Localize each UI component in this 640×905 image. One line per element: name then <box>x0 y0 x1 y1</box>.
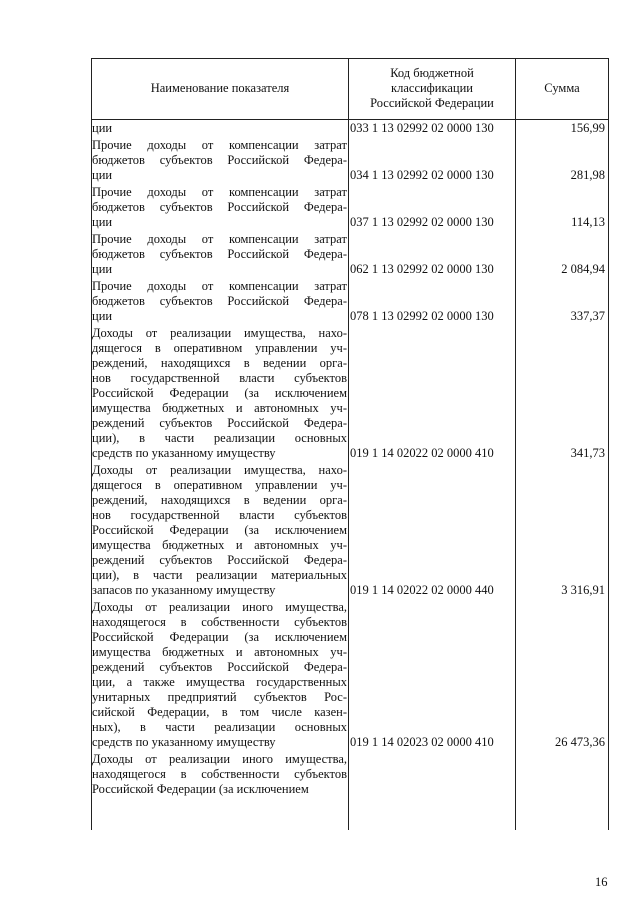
row-code: 078 1 13 02992 02 0000 130 <box>350 309 494 323</box>
row-name <box>92 600 347 750</box>
column-divider-code-sum <box>515 58 516 830</box>
row-name-line: имущества бюджетных и автономных уч- <box>92 538 347 552</box>
row-name <box>92 185 347 230</box>
row-name-line: Российской Федерации (за исключением <box>92 386 347 400</box>
row-name-line: дящегося в оперативном управлении уч- <box>92 478 347 492</box>
row-name-line: бюджетов субъектов Российской Федера- <box>92 200 347 214</box>
row-name-line: Прочие доходы от компенсации затрат <box>92 185 347 199</box>
row-name-line: находящегося в собственности субъектов <box>92 615 347 629</box>
row-name-line: находящегося в собственности субъектов <box>92 767 347 781</box>
row-sum: 3 316,91 <box>561 583 605 597</box>
row-name <box>92 752 347 797</box>
header-sum-text: Сумма <box>544 81 580 95</box>
row-name-line: Российской Федерации (за исключением <box>92 523 347 537</box>
row-sum: 2 084,94 <box>561 262 605 276</box>
row-name-line: ции), в части реализации основных <box>92 431 347 445</box>
row-name-line: бюджетов субъектов Российской Федера- <box>92 247 347 261</box>
row-name-line: запасов по указанному имуществу <box>92 583 276 597</box>
row-code: 019 1 14 02022 02 0000 440 <box>350 583 494 597</box>
row-name-line: реждений, находящихся в ведении орга- <box>92 493 347 507</box>
row-name-line: реждений субъектов Российской Федера- <box>92 416 347 430</box>
row-code: 037 1 13 02992 02 0000 130 <box>350 215 494 229</box>
row-name-line: ции <box>92 309 113 323</box>
row-name-line: ции <box>92 215 113 229</box>
row-sum: 337,37 <box>570 309 605 323</box>
row-name-line: дящегося в оперативном управлении уч- <box>92 341 347 355</box>
row-name-line: Доходы от реализации иного имущества, <box>92 600 347 614</box>
row-name <box>92 232 347 277</box>
row-name-line: средств по указанному имуществу <box>92 446 276 460</box>
row-name-line: нов государственной власти субъектов <box>92 371 347 385</box>
row-name <box>92 121 347 136</box>
row-name-line: Прочие доходы от компенсации затрат <box>92 279 347 293</box>
row-name-line: Российской Федерации (за исключением <box>92 630 347 644</box>
header-bottom-border <box>91 119 609 120</box>
row-name-line: нов государственной власти субъектов <box>92 508 347 522</box>
row-code: 034 1 13 02992 02 0000 130 <box>350 168 494 182</box>
row-name <box>92 138 347 183</box>
page-number: 16 <box>595 875 608 889</box>
header-code-line: Российской Федерации <box>370 96 494 110</box>
row-name-line: Российской Федерации (за исключением <box>92 782 309 796</box>
row-sum: 26 473,36 <box>555 735 605 749</box>
row-name-line: ции), в части реализации материальных <box>92 568 347 582</box>
row-code: 033 1 13 02992 02 0000 130 <box>350 121 494 135</box>
row-name-line: Доходы от реализации имущества, нахо- <box>92 463 347 477</box>
row-name-line: ции <box>92 121 113 135</box>
row-name-line: реждений субъектов Российской Федера- <box>92 660 347 674</box>
header-name <box>92 59 348 118</box>
row-name <box>92 463 347 598</box>
budget-table <box>91 58 609 830</box>
header-code <box>349 59 515 118</box>
row-code: 019 1 14 02023 02 0000 410 <box>350 735 494 749</box>
table-right-border <box>608 58 609 830</box>
row-name <box>92 279 347 324</box>
row-name-line: имущества бюджетных и автономных уч- <box>92 401 347 415</box>
row-name-line: средств по указанному имуществу <box>92 735 276 749</box>
row-name-line: Прочие доходы от компенсации затрат <box>92 232 347 246</box>
row-name <box>92 326 347 461</box>
row-sum: 281,98 <box>570 168 605 182</box>
row-name-line: ции <box>92 262 113 276</box>
row-name-line: Прочие доходы от компенсации затрат <box>92 138 347 152</box>
header-code-line: Код бюджетной <box>390 66 474 80</box>
row-name-line: реждений субъектов Российской Федера- <box>92 553 347 567</box>
row-name-line: ции, а также имущества государственных <box>92 675 347 689</box>
row-name-line: Доходы от реализации имущества, нахо- <box>92 326 347 340</box>
header-name-text: Наименование показателя <box>150 81 290 95</box>
row-name-line: реждений, находящихся в ведении орга- <box>92 356 347 370</box>
row-name-line: Доходы от реализации иного имущества, <box>92 752 347 766</box>
row-sum: 341,73 <box>570 446 605 460</box>
row-sum: 156,99 <box>570 121 605 135</box>
row-code: 019 1 14 02022 02 0000 410 <box>350 446 494 460</box>
column-divider-name-code <box>348 58 349 830</box>
header-code-line: классификации <box>391 81 473 95</box>
row-code: 062 1 13 02992 02 0000 130 <box>350 262 494 276</box>
header-sum <box>516 59 608 118</box>
row-name-line: ных), в части реализации основных <box>92 720 347 734</box>
row-name-line: сийской Федерации, в том числе казен- <box>92 705 347 719</box>
row-name-line: имущества бюджетных и автономных уч- <box>92 645 347 659</box>
row-name-line: бюджетов субъектов Российской Федера- <box>92 294 347 308</box>
row-name-line: унитарных предприятий субъектов Рос- <box>92 690 347 704</box>
row-sum: 114,13 <box>571 215 605 229</box>
row-name-line: ции <box>92 168 113 182</box>
row-name-line: бюджетов субъектов Российской Федера- <box>92 153 347 167</box>
